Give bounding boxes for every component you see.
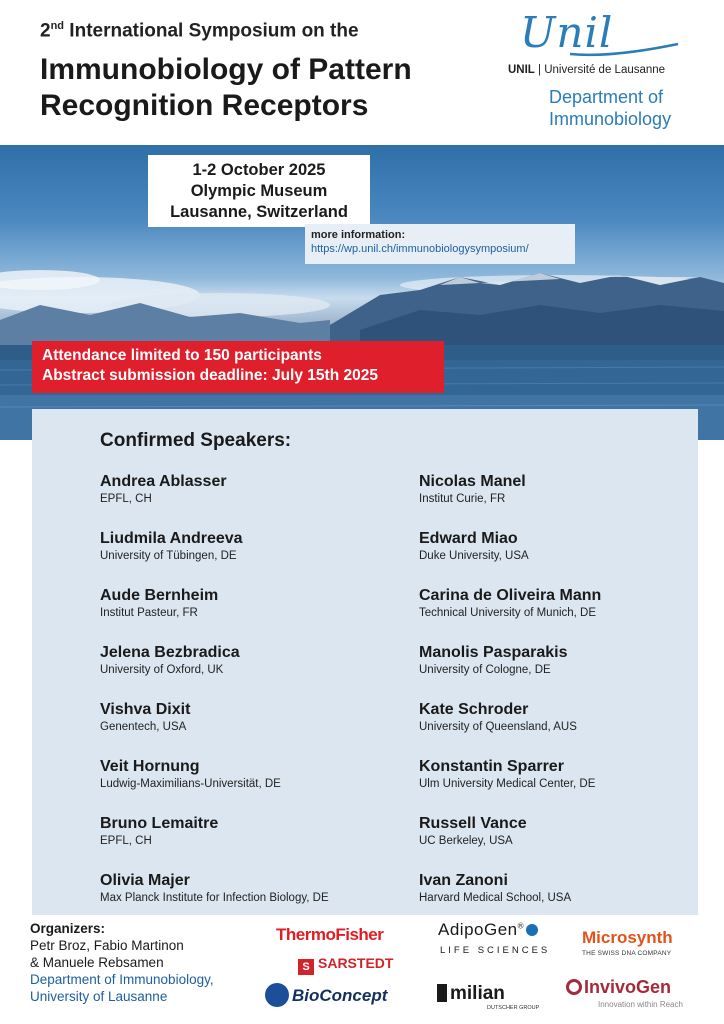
speaker-item <box>100 871 400 905</box>
adipogen-dot-icon <box>526 924 538 936</box>
milian-mark-icon <box>437 984 447 1002</box>
speaker-item <box>100 757 400 791</box>
speaker-name: Aude Bernheim <box>100 587 219 604</box>
adipogen-logo: AdipoGen® <box>438 920 538 940</box>
speaker-item <box>100 700 400 734</box>
sarstedt-logo: S SARSTEDT <box>298 955 393 975</box>
organizers-department: Department of Immunobiology, <box>30 972 214 987</box>
speaker-affiliation: University of Oxford, UK <box>100 664 224 676</box>
speaker-affiliation: Ulm University Medical Center, DE <box>419 778 596 790</box>
speaker-item <box>100 586 400 620</box>
sarstedt-mark-icon: S <box>298 959 314 975</box>
microsynth-logo: Microsynth <box>582 928 673 947</box>
more-info-box <box>305 224 575 264</box>
speaker-item <box>419 871 719 905</box>
unil-name: UNIL | Université de Lausanne <box>508 64 666 76</box>
speaker-name: Ivan Zanoni <box>419 872 508 889</box>
speaker-name: Olivia Majer <box>100 872 190 889</box>
attendance-notice <box>32 341 444 393</box>
speaker-name: Russell Vance <box>419 815 527 832</box>
organizers <box>30 920 214 1005</box>
event-location: Lausanne, Switzerland <box>170 203 348 221</box>
speaker-affiliation: University of Queensland, AUS <box>419 721 577 733</box>
speaker-affiliation: University of Tübingen, DE <box>100 550 237 562</box>
speaker-item <box>419 643 719 677</box>
speaker-item <box>100 472 400 506</box>
unil-logo: Unil <box>520 8 614 57</box>
symposium-subtitle: 2nd International Symposium on the <box>40 20 359 42</box>
speaker-name: Liudmila Andreeva <box>100 530 243 547</box>
speaker-affiliation: University of Cologne, DE <box>419 664 551 676</box>
speaker-affiliation: Genentech, USA <box>100 721 187 733</box>
speaker-name: Veit Hornung <box>100 758 200 775</box>
organizers-university: University of Lausanne <box>30 989 168 1004</box>
organizers-names-2: & Manuele Rebsamen <box>30 955 164 970</box>
bioconcept-mark-icon <box>265 983 289 1007</box>
header <box>0 0 724 145</box>
speakers-title: Confirmed Speakers: <box>100 430 292 451</box>
speaker-item <box>419 814 719 848</box>
speaker-item <box>419 472 719 506</box>
speaker-affiliation: EPFL, CH <box>100 835 152 847</box>
organizers-names: Petr Broz, Fabio Martinon <box>30 938 184 953</box>
speaker-item <box>100 643 400 677</box>
abstract-deadline: Abstract submission deadline: July 15th 2025 <box>42 367 378 384</box>
more-info-label: more information: <box>311 229 406 241</box>
department-name: Department of Immunobiology <box>549 87 672 129</box>
speaker-item <box>100 814 400 848</box>
speaker-name: Jelena Bezbradica <box>100 644 240 661</box>
organizers-title: Organizers: <box>30 921 106 936</box>
milian-logo: milian <box>437 983 505 1005</box>
attendance-limit: Attendance limited to 150 participants <box>42 347 322 364</box>
speaker-affiliation: Ludwig-Maximilians-Universität, DE <box>100 778 281 790</box>
event-date-box <box>148 155 370 227</box>
more-info-link[interactable]: https://wp.unil.ch/immunobiologysymposium/ <box>311 243 529 255</box>
speaker-item <box>419 529 719 563</box>
adipogen-tagline: LIFE SCIENCES <box>440 945 551 956</box>
unil-swoosh-icon <box>570 40 680 60</box>
bioconcept-logo: BioConcept <box>265 983 387 1007</box>
speaker-name: Kate Schroder <box>419 701 529 718</box>
speaker-name: Bruno Lemaitre <box>100 815 219 832</box>
microsynth-tagline: THE SWISS DNA COMPANY <box>582 950 672 957</box>
speaker-name: Vishva Dixit <box>100 701 191 718</box>
invivogen-mark-icon <box>566 979 582 995</box>
speaker-item <box>419 586 719 620</box>
speaker-affiliation: Duke University, USA <box>419 550 529 562</box>
event-dates: 1-2 October 2025 <box>192 161 326 179</box>
invivogen-logo: InvivoGen <box>566 977 671 998</box>
symposium-title: Immunobiology of Pattern Recognition Receptors <box>40 53 412 122</box>
speaker-affiliation: Institut Pasteur, FR <box>100 607 198 619</box>
speaker-item <box>419 700 719 734</box>
speaker-name: Andrea Ablasser <box>100 473 227 490</box>
speaker-affiliation: Harvard Medical School, USA <box>419 892 572 904</box>
invivogen-tagline: Innovation within Reach <box>598 1000 683 1009</box>
milian-tagline: DUTSCHER GROUP <box>487 1005 540 1011</box>
event-venue: Olympic Museum <box>190 182 328 200</box>
speakers-panel <box>32 409 698 915</box>
speaker-affiliation: Institut Curie, FR <box>419 493 506 505</box>
speaker-name: Manolis Pasparakis <box>419 644 568 661</box>
speaker-name: Konstantin Sparrer <box>419 758 564 775</box>
thermofisher-logo: ThermoFisher <box>276 925 384 944</box>
speaker-name: Nicolas Manel <box>419 473 526 490</box>
speaker-item <box>419 757 719 791</box>
speaker-affiliation: Max Planck Institute for Infection Biology, DE <box>100 892 329 904</box>
speaker-affiliation: Technical University of Munich, DE <box>419 607 597 619</box>
speaker-name: Carina de Oliveira Mann <box>419 587 602 604</box>
speaker-name: Edward Miao <box>419 530 518 547</box>
speaker-affiliation: EPFL, CH <box>100 493 152 505</box>
speaker-affiliation: UC Berkeley, USA <box>419 835 513 847</box>
speaker-item <box>100 529 400 563</box>
